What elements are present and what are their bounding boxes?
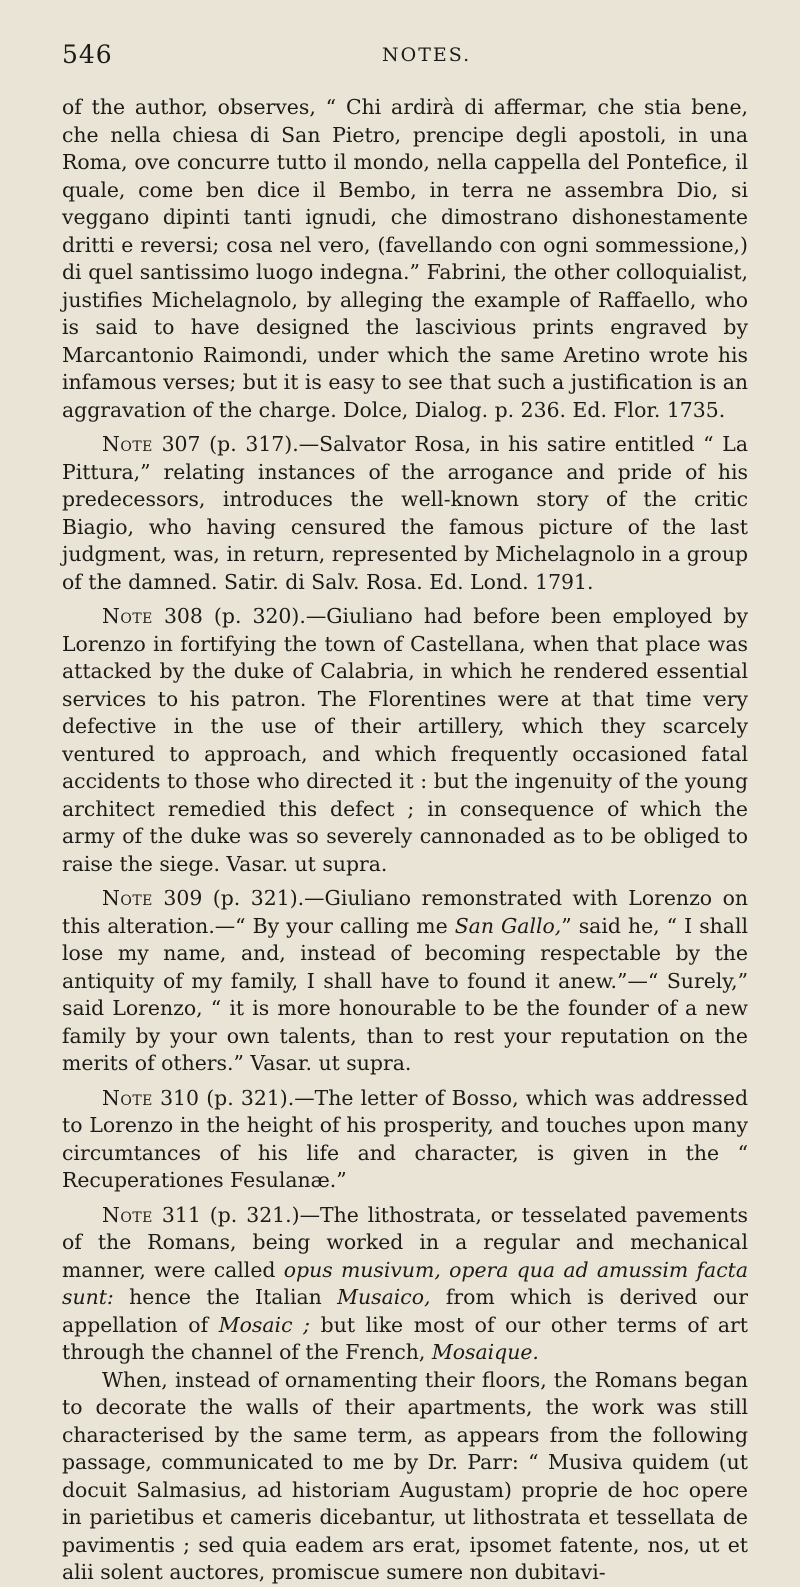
note-307: [62, 431, 748, 596]
text-segment: 307 (p. 317).—Salvator Rosa, in his satire entitled “ La Pittura,” relating instances of the arrogance and pride of his predecessors, introduces the well-known story of the critic Biagio, who having censured the famous picture of the last judgment, was, in return, represented by Michelagnolo in a group of the damned. Satir. di Salv. Rosa. Ed. Lond. 1791.: [62, 432, 748, 594]
note-311: [62, 1202, 748, 1367]
text-segment: When, instead of ornamenting their floors, the Romans began to decorate the walls of their apartments, the work was still characterised by the same term, as appears from the following passage, communicated to me by Dr. Parr: “ Musiva quidem (ut docuit Salmasius, ad historiam Augustam) proprie de hoc opere in parietibus et cameris dicebantur, ut lithostrata et tessellata de pavimentis ; sed quia eadem ars erat, ipsomet fatente, nos, ut et alii solent auctores, promiscue sumere non dubitavi-: [62, 1367, 748, 1584]
note-label: Note: [102, 1085, 153, 1110]
text-segment: from which is derived our appellation of: [62, 1285, 748, 1337]
note-308: [62, 603, 748, 878]
italic-segment: Mosaic ;: [218, 1312, 310, 1337]
italic-segment: San Gallo,: [454, 913, 562, 938]
running-head: NOTES.: [382, 44, 472, 66]
note-309: [62, 885, 748, 1078]
note-label: Note: [102, 604, 153, 628]
text-segment: 309 (p. 321).—Giuliano remonstrated with Lorenzo on this alteration.—“ By your calling me: [62, 886, 748, 938]
text-segment: hence the Italian: [113, 1285, 338, 1309]
italic-segment: Mosaique.: [431, 1340, 539, 1364]
page-body: [62, 94, 748, 1587]
page-number: 546: [62, 40, 113, 69]
text-segment: but like most of our other terms of art through the channel of the French,: [62, 1312, 748, 1364]
text-segment: 308 (p. 320).—Giuliano had before been employed by Lorenzo in fortifying the town of Castellana, when that place was attacked by the duke of Calabria, in which he rendered essential services to his patron. The Florentines were at that time very defective in the use of their artillery, which they scarcely ventured to approach, and which frequently occasioned fatal accidents to those who directed it : but the ingenuity of the young architect remedied this defect ; in consequence of which the army of the duke was so severely cannonaded as to be obliged to raise the siege. Vasar. ut supra.: [62, 604, 748, 876]
text-segment: ” said he, “ I shall lose my name, and, instead of becoming respectable by the antiquity of my family, I shall have to found it anew.”—“ Surely,” said Lorenzo, “ it is more honourable to be the founder of a new family by your own talents, than to rest your reputation on the merits of others.” Vasar. ut supra.: [62, 913, 749, 1075]
text-segment: 310 (p. 321).—The letter of Bosso, which was addressed to Lorenzo in the height of his prosperity, and touches upon many circumtances of his life and character, is given in the “ Recuperationes Fesulanæ.”: [62, 1085, 748, 1192]
note-311-continuation: [62, 1367, 748, 1587]
note-label: Note: [102, 432, 153, 456]
note-label: Note: [102, 886, 153, 910]
note-310: [62, 1085, 748, 1195]
italic-segment: opus musivum, opera qua ad amussim facta sunt:: [62, 1257, 748, 1309]
paragraph-continuation: [62, 94, 748, 424]
text-segment: 311 (p. 321.)—The lithostrata, or tesselated pavements of the Romans, being worked in a regular and mechanical manner, were called: [62, 1202, 748, 1282]
text-segment: of the author, observes, “ Chi ardirà di affermar, che stia bene, che nella chiesa di San Pietro, prencipe degli apostoli, in una Roma, ove concurre tutto il mondo, nella cappella del Pontefice, il quale, come ben dice il Bembo, in terra ne assembra Dio, si veggano dipinti tanti ignudi, che dimostrano dishonestamente dritti e reversi; cosa nel vero, (favellando con ogni sommessione,) di quel santissimo luogo indegna.” Fabrini, the other colloquialist, justifies Michelagnolo, by alleging the example of Raffaello, who is said to have designed the lascivious prints engraved by Marcantonio Raimondi, under which the same Aretino wrote his infamous verses; but it is easy to see that such a justification is an aggravation of the charge. Dolce, Dialog. p. 236. Ed. Flor. 1735.: [62, 95, 748, 422]
italic-segment: Musaico,: [337, 1285, 431, 1309]
note-label: Note: [102, 1202, 153, 1227]
page-header: [62, 40, 748, 74]
